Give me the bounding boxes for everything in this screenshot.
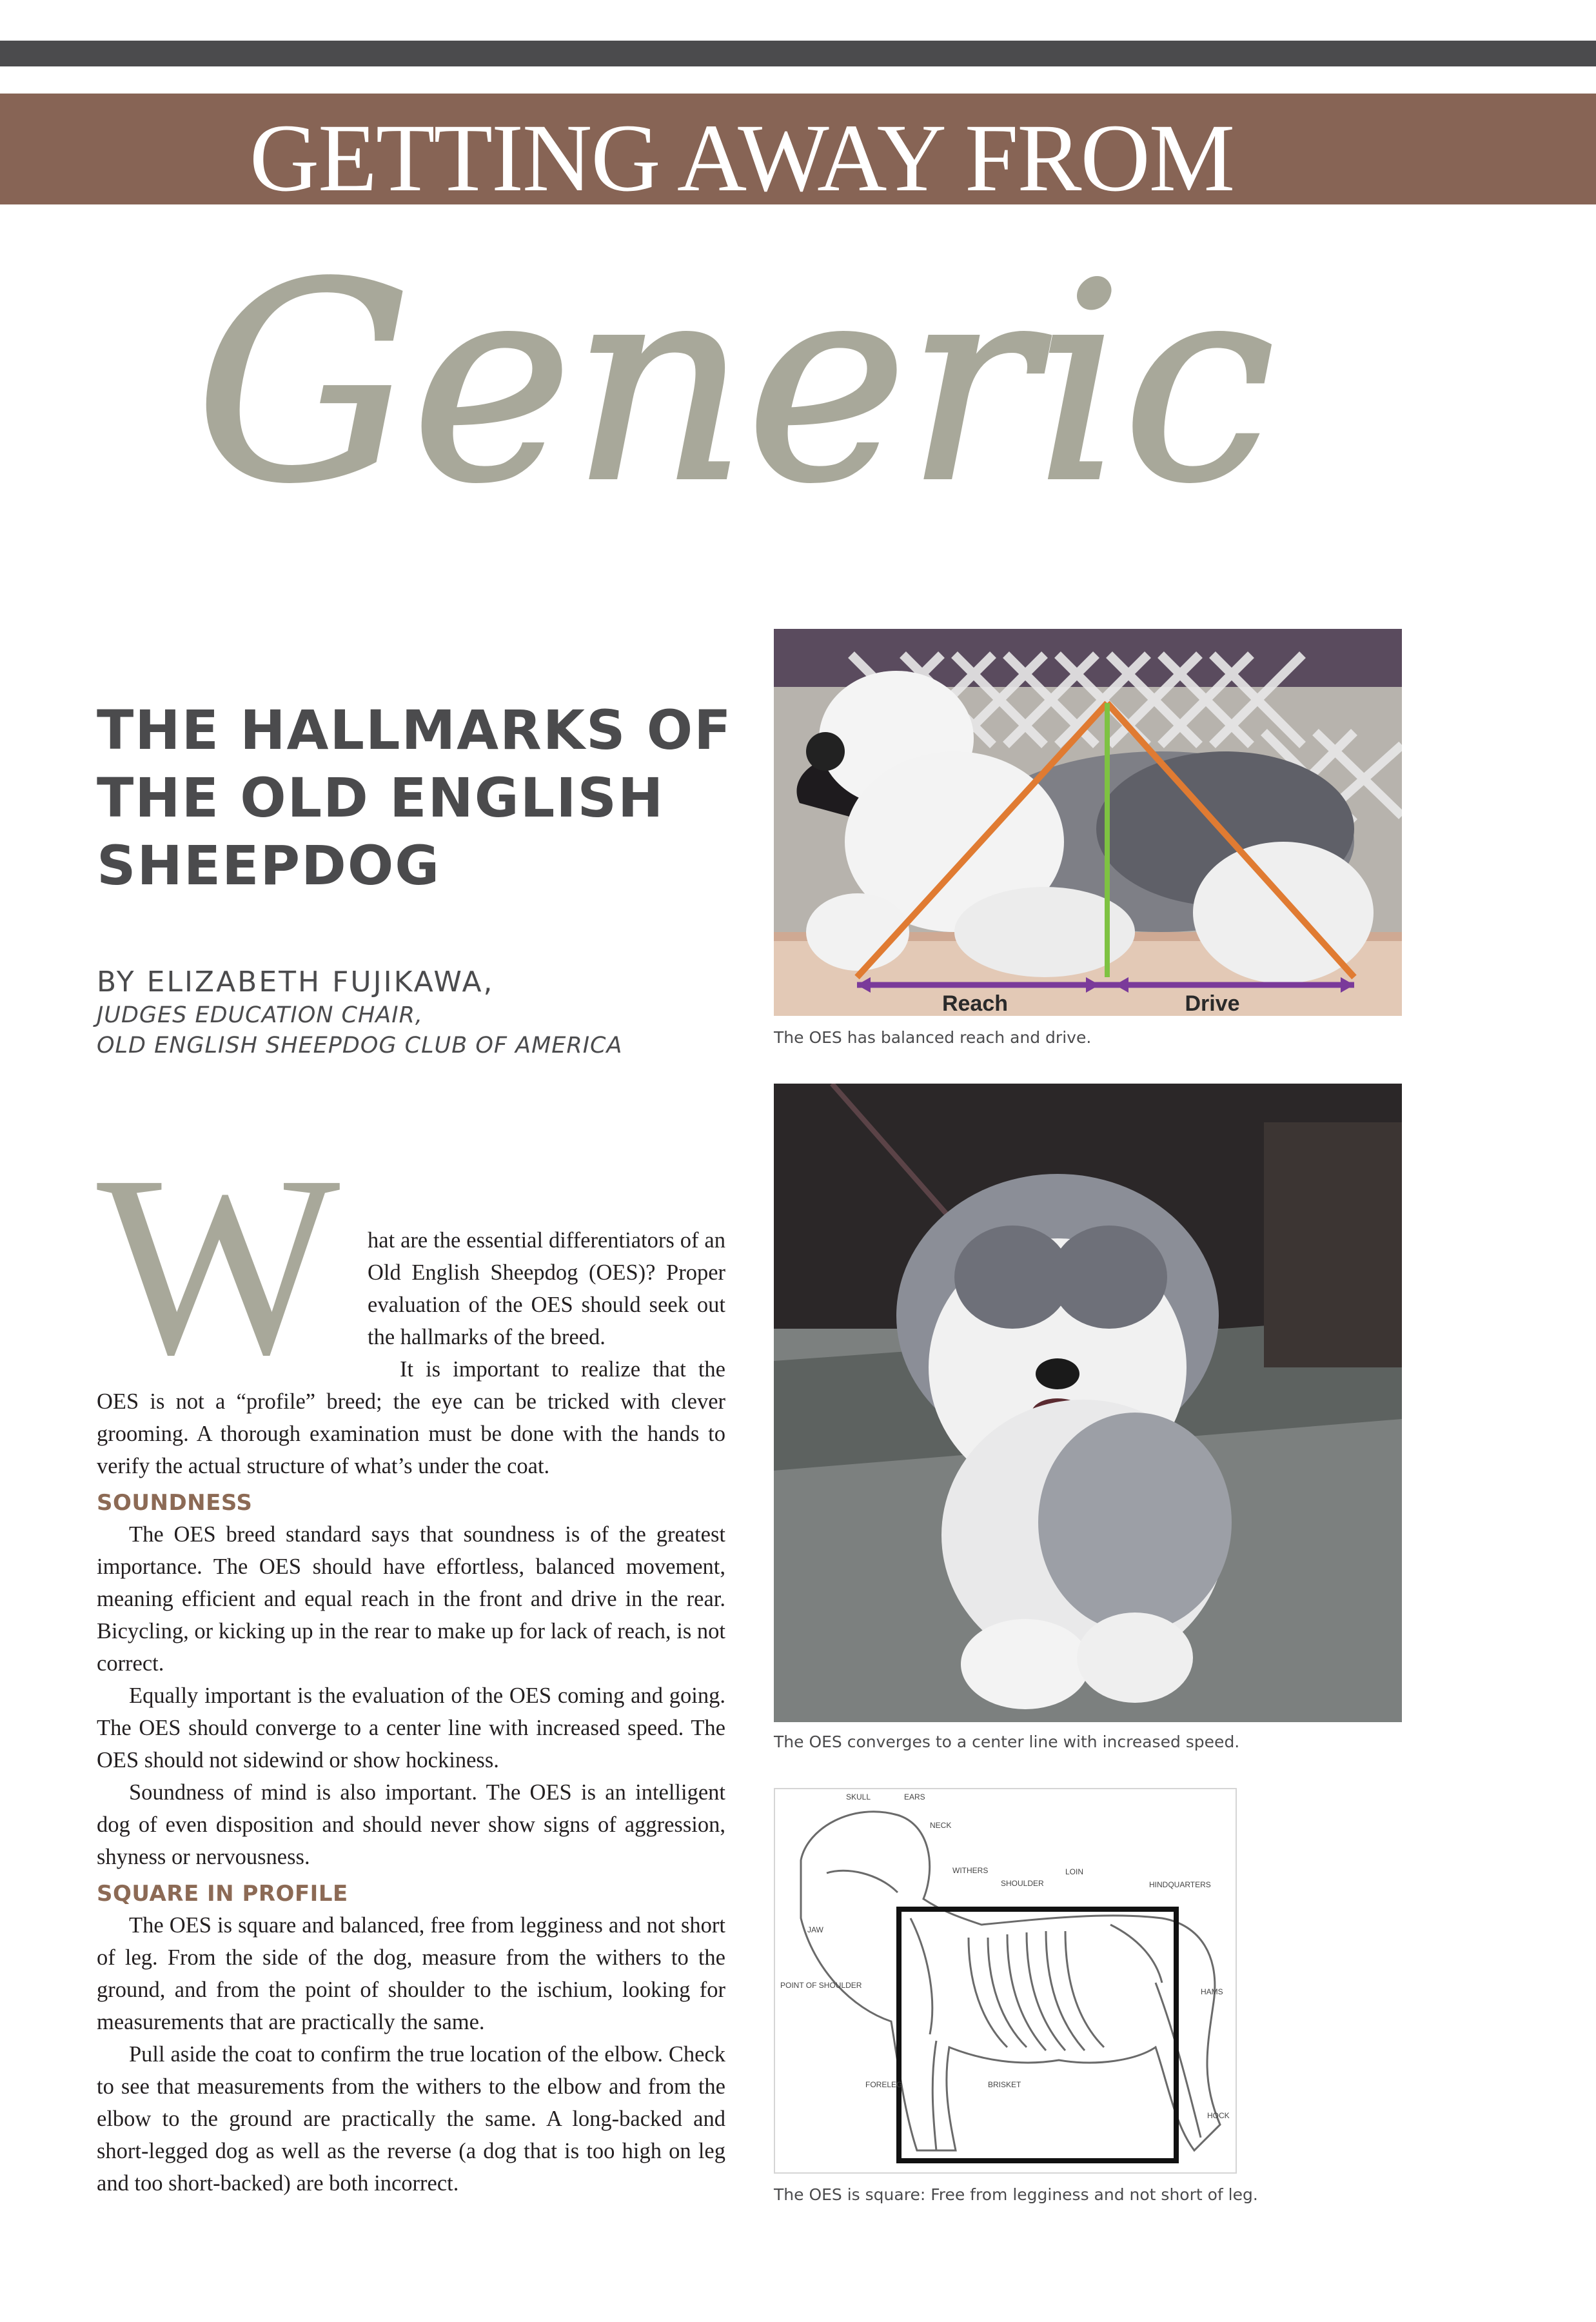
byline-role-2: OLD ENGLISH SHEEPDOG CLUB OF AMERICA — [97, 1033, 623, 1058]
front-view-photo — [774, 1084, 1402, 1722]
soundness-paragraph-3: Soundness of mind is also important. The OES is an intelligent dog of even disposition and should never show signs of aggression, shyness or nervousness. — [97, 1780, 725, 1869]
script-title — [187, 213, 1283, 626]
skeleton-label-point-of-shoulder: POINT OF SHOULDER — [780, 1981, 862, 1990]
article-body — [97, 1169, 725, 2199]
skeleton-label-hock: HOCK — [1207, 2111, 1230, 2120]
script-title-graphic — [187, 213, 1283, 626]
skeleton-label-foreleg: FORELEG — [865, 2080, 903, 2089]
skeleton-label-loin: LOIN — [1065, 1867, 1084, 1876]
skeleton-illustration — [775, 1789, 1236, 2172]
headline-line-2: THE OLD ENGLISH — [97, 766, 665, 829]
soundness-paragraph-2: Equally important is the evaluation of the OES coming and going. The OES should converge to a center line with increased speed. The OES should not sidewind or show hockiness. — [97, 1683, 725, 1772]
label-reach: Reach — [941, 991, 1009, 1016]
byline-role-1: JUDGES EDUCATION CHAIR, — [97, 1002, 424, 1028]
subhead-soundness: SOUNDNESS — [97, 1490, 253, 1516]
reach-drive-illustration — [774, 629, 1402, 1016]
front-view-caption: The OES converges to a center line with increased speed. — [774, 1732, 1240, 1751]
skeleton-label-brisket: BRISKET — [988, 2080, 1021, 2089]
skeleton-diagram — [774, 1788, 1237, 2174]
byline-author: BY ELIZABETH FUJIKAWA, — [97, 966, 495, 998]
square-paragraph-2: Pull aside the coat to confirm the true location of the elbow. Check to see that measurements from the withers to the elbow and from the elbow to the ground are practically the same. A long-backed and short-legged dog as well as the reverse (a dog that is too high on leg and too short-backed) are both incorrect. — [97, 2042, 725, 2196]
skeleton-caption: The OES is square: Free from legginess and not short of leg. — [774, 2185, 1258, 2204]
skeleton-label-skull: SKULL — [846, 1792, 871, 1801]
drop-cap: W — [97, 1169, 340, 1362]
skeleton-label-withers: WITHERS — [952, 1866, 989, 1875]
script-title-word: Generic — [195, 226, 1275, 542]
skeleton-label-hams: HAMS — [1201, 1987, 1223, 1996]
headline-line-3: SHEEPDOG — [97, 834, 441, 897]
label-drive: Drive — [1185, 991, 1240, 1016]
reach-drive-photo — [774, 629, 1402, 1016]
reach-drive-caption: The OES has balanced reach and drive. — [774, 1028, 1092, 1047]
skeleton-label-ears: EARS — [904, 1792, 925, 1801]
headline-line-1: THE HALLMARKS OF — [97, 699, 733, 762]
banner-title: GETTING AWAY FROM — [249, 104, 1234, 204]
square-paragraph-1: The OES is square and balanced, free from legginess and not short of leg. From the side of the dog, measure from the withers to the ground, and from the point of shoulder to the ischium, looking for measurements that are practically the same. — [97, 1913, 725, 2034]
article-headline — [97, 697, 742, 900]
subhead-square-in-profile: SQUARE IN PROFILE — [97, 1881, 348, 1907]
intro-paragraph-2: It is important to realize that the OES is not a “profile” breed; the eye can be tricked with clever grooming. A thorough examination must be done with the hands to verify the actual structure of what’s under the coat. — [97, 1357, 725, 1478]
soundness-paragraph-1: The OES breed standard says that soundness is of the greatest importance. The OES should have effortless, balanced movement, meaning efficient and equal reach in the front and drive in the rear. Bicycling, or kicking up in the rear to make up for lack of reach, is not correct. — [97, 1522, 725, 1676]
skeleton-label-shoulder: SHOULDER — [1001, 1879, 1044, 1888]
title-banner — [0, 94, 1596, 204]
skeleton-label-jaw: JAW — [807, 1925, 823, 1934]
intro-paragraph: hat are the essential differentiators of an Old English Sheepdog (OES)? Proper evaluation of the OES should seek out the hallmarks of the breed. — [368, 1228, 725, 1349]
byline — [97, 964, 742, 1061]
skeleton-label-hindquarters: HINDQUARTERS — [1149, 1880, 1211, 1889]
front-view-illustration — [774, 1084, 1402, 1722]
top-rule-bar — [0, 41, 1596, 66]
skeleton-label-neck: NECK — [930, 1821, 952, 1830]
